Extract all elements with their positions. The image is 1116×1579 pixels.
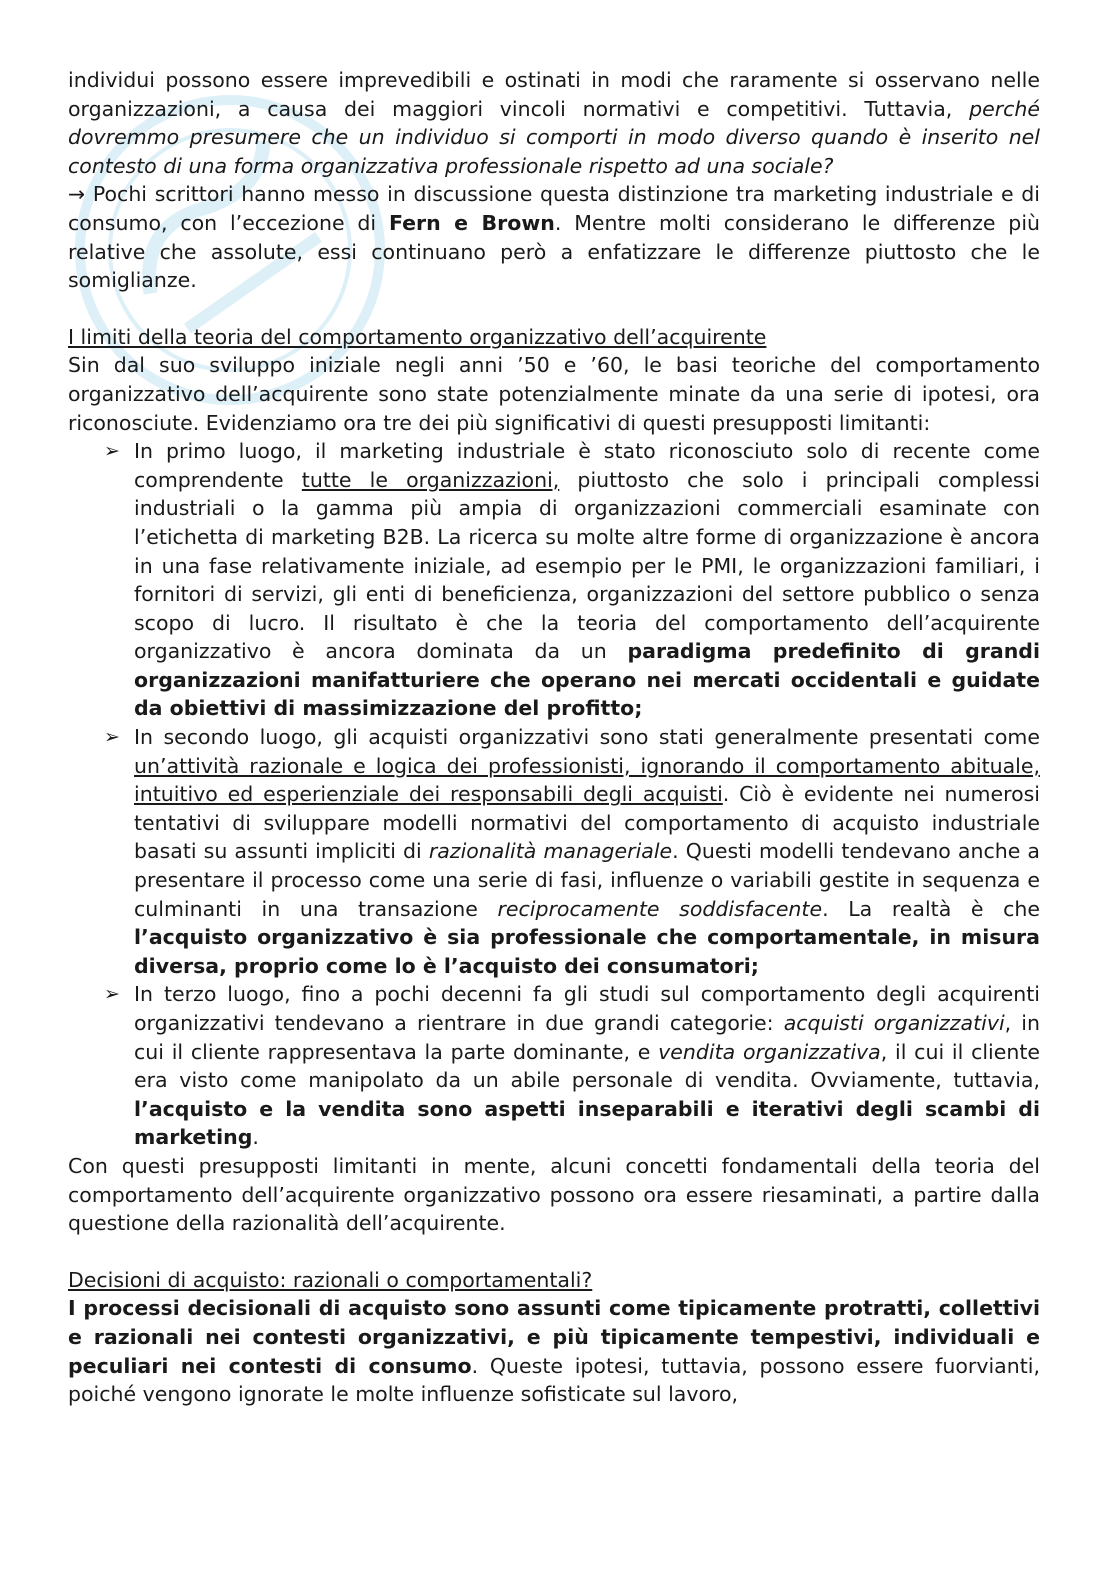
- bullet-list: [68, 437, 1040, 1152]
- italic-question: perché dovremmo presumere che un individuo si comporti in modo diverso quando è inserito nel contesto di una forma organizzativa professionale rispetto ad una sociale?: [68, 96, 1040, 178]
- paragraph-intro: [68, 66, 1040, 295]
- text: Pochi scrittori hanno messo in discussione questa distinzione tra marketing industriale e di consumo, con l’eccezione di: [68, 182, 1040, 235]
- text: individui possono essere imprevedibili e ostinati in modi che raramente si osservano nelle organizzazioni, a causa dei maggiori vincoli normativi e competitivi. Tuttavia,: [68, 68, 1040, 121]
- list-item: ➢ In terzo luogo, fino a pochi decenni fa gli studi sul comportamento degli acquirenti organizzativi tendevano a rientrare in due grandi categorie: acquisti organizzativi, in cui il cliente rappresentava la parte dominante, e vendita organizzativa, il cui il cliente era visto come manipolato da un abile personale di vendita. Ovviamente, tuttavia, l’acquisto e la vendita sono aspetti inseparabili e iterativi degli scambi di marketing.: [68, 980, 1040, 1152]
- arrowhead-bullet-icon: ➢: [104, 726, 120, 749]
- list-item: ➢ In secondo luogo, gli acquisti organizzativi sono stati generalmente presentati come un’attività razionale e logica dei professionisti, ignorando il comportamento abituale, intuitivo ed esperienziale dei responsabili degli acquisti. Ciò è evidente nei numerosi tentativi di sviluppare modelli normativi del comportamento di acquisto industriale basati su assunti impliciti di razionalità manageriale. Questi modelli tendevano anche a presentare il processo come una serie di fasi, influenze o variabili gestite in sequenza e culminanti in una transazione reciprocamente soddisfacente. La realtà è che l’acquisto organizzativo è sia professionale che comportamentale, in misura diversa, proprio come lo è l’acquisto dei consumatori;: [68, 723, 1040, 980]
- list-item: ➢ In primo luogo, il marketing industriale è stato riconosciuto solo di recente come comprendente tutte le organizzazioni, piuttosto che solo i principali complessi industriali o la gamma più ampia di organizzazioni commerciali esaminate con l’etichetta di marketing B2B. La ricerca su molte altre forme di organizzazione è ancora in una fase relativamente iniziale, ad esempio per le PMI, le organizzazioni familiari, i fornitori di servizi, gli enti di beneficienza, organizzazioni del settore pubblico o senza scopo di lucro. Il risultato è che la teoria del comportamento dell’acquirente organizzativo è ancora dominata da un paradigma predefinito di grandi organizzazioni manifatturiere che operano nei mercati occidentali e guidate da obiettivi di massimizzazione del profitto;: [68, 437, 1040, 723]
- arrowhead-bullet-icon: ➢: [104, 983, 120, 1006]
- arrowhead-bullet-icon: ➢: [104, 440, 120, 463]
- document-page: [68, 66, 1040, 1409]
- text: . Mentre molti considerano le differenze più relative che assolute, essi continuano però a enfatizzare le differenze piuttosto che le somiglianze.: [68, 210, 1041, 293]
- paragraph-decisions: I processi decisionali di acquisto sono assunti come tipicamente protratti, collettivi e razionali nei contesti organizzativi, e più tipicamente tempestivi, individuali e peculiari nei contesti di consumo. Queste ipotesi, tuttavia, possono essere fuorvianti, poiché vengono ignorate le molte influenze sofisticate sul lavoro,: [68, 1296, 1040, 1407]
- bold-authors: Fern e Brown: [388, 210, 555, 235]
- section-outro: Con questi presupposti limitanti in mente, alcuni concetti fondamentali della teoria del comportamento dell’acquirente organizzativo possono ora essere riesaminati, a partire dalla questione della razionalità dell’acquirente.: [68, 1153, 1040, 1236]
- section-intro: Sin dal suo sviluppo iniziale negli anni ’50 e ’60, le basi teoriche del comportamento organizzativo dell’acquirente sono state potenzialmente minate da una serie di ipotesi, ora riconosciute. Evidenziamo ora tre dei più significativi di questi presupposti limitanti:: [68, 353, 1040, 435]
- arrow-icon: →: [68, 182, 86, 207]
- section-heading-decisions: Decisioni di acquisto: razionali o comportamentali?: [68, 1267, 593, 1292]
- section-heading-limits: I limiti della teoria del comportamento organizzativo dell’acquirente: [68, 324, 767, 349]
